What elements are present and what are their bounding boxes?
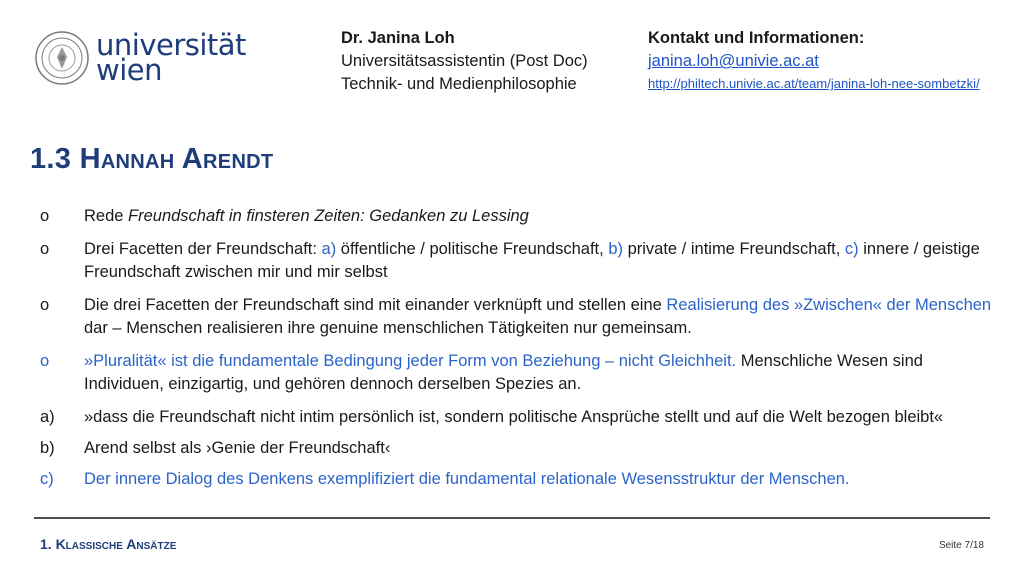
logo-line-universitaet: universität	[96, 28, 246, 62]
bullet-marker: a)	[40, 408, 55, 426]
author-role: Universitätsassistentin (Post Doc)	[341, 52, 588, 70]
list-item: c) Der innere Dialog des Denkens exemplifiziert die fundamental relationale Wesensstruktur der Menschen.	[36, 468, 996, 491]
university-logo	[34, 30, 246, 86]
footer-section-title: 1. Klassische Ansätze	[40, 536, 177, 552]
author-name: Dr. Janina Loh	[341, 29, 455, 47]
page-number: Seite 7/18	[938, 540, 984, 551]
author-department: Technik- und Medienphilosophie	[341, 75, 577, 93]
list-item: a) »dass die Freundschaft nicht intim persönlich ist, sondern politische Ansprüche stellt und auf die Welt bezogen bleibt«	[36, 406, 996, 429]
list-item: o Rede Freundschaft in finsteren Zeiten: Gedanken zu Lessing	[36, 205, 996, 228]
email-link[interactable]: janina.loh@univie.ac.at	[648, 52, 819, 70]
author-block	[341, 27, 588, 96]
bullet-marker: c)	[40, 470, 54, 488]
bullet-marker: o	[40, 352, 50, 370]
logo-wordmark	[96, 28, 246, 87]
slide-title: 1.3 Hannah Arendt	[30, 143, 274, 175]
bullet-list	[36, 205, 996, 499]
bullet-marker: b)	[40, 439, 55, 457]
website-link[interactable]: http://philtech.univie.ac.at/team/janina-loh-nee-sombetzki/	[648, 76, 980, 91]
logo-line-wien: wien	[96, 53, 162, 87]
university-seal-icon	[34, 30, 90, 86]
footer-divider	[34, 517, 990, 519]
list-item: o »Pluralität« ist die fundamentale Bedingung jeder Form von Beziehung – nicht Gleichheit. Menschliche Wesen sind Individuen, einzigartig, und gehören dennoch derselben Spezies an.	[36, 350, 996, 396]
list-item: o Die drei Facetten der Freundschaft sind mit einander verknüpft und stellen eine Realisierung des »Zwischen« der Menschen dar – Menschen realisieren ihre genuine menschlichen Tätigkeiten nur gemeinsam.	[36, 294, 996, 340]
list-item: b) Arend selbst als ›Genie der Freundschaft‹	[36, 437, 996, 460]
bullet-marker: o	[40, 207, 50, 225]
contact-heading: Kontakt und Informationen:	[648, 29, 865, 47]
contact-block	[648, 27, 980, 94]
speech-title: Freundschaft in finsteren Zeiten: Gedanken zu Lessing	[128, 207, 529, 225]
list-item: o Drei Facetten der Freundschaft: a) öffentliche / politische Freundschaft, b) private / intime Freundschaft, c) innere / geistige Freundschaft zwischen mir und mir selbst	[36, 238, 996, 284]
bullet-marker: o	[40, 240, 50, 258]
bullet-marker: o	[40, 296, 50, 314]
